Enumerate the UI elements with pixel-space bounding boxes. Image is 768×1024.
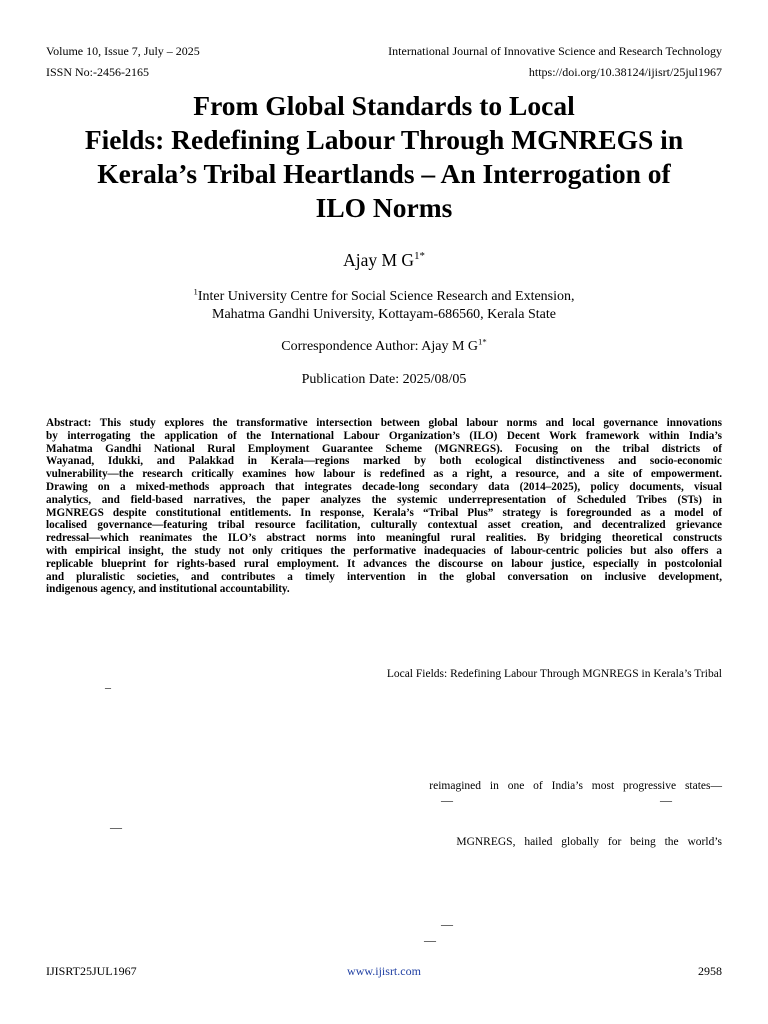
paper-title <box>40 89 728 225</box>
abstract <box>46 417 722 596</box>
title-line: From Global Standards to Local <box>193 90 575 121</box>
dash-mark: — <box>424 933 436 947</box>
page-number: 2958 <box>698 964 722 978</box>
abstract-line: Mahatma Gandhi National Rural Employment Guarantee Scheme (MGNREGS). Focusing on the tribal districts of <box>46 442 722 455</box>
abstract-line: localised governance—featuring tribal resource facilitation, culturally contextual asset creation, and decentralized grievance <box>46 519 722 532</box>
dash-mark: – <box>105 680 111 694</box>
author <box>0 250 768 271</box>
author-name: Ajay M G <box>343 250 415 270</box>
correspondence <box>0 336 768 355</box>
affiliation-line1: Inter University Centre for Social Science Research and Extension, <box>197 289 575 304</box>
abstract-line: Abstract: This study explores the transformative intersection between global labour norms and local governance innovations <box>46 417 722 429</box>
affiliation <box>0 288 768 324</box>
abstract-line: with empirical insight, the study not only critiques the performative inadequacies of labour-centric policies but also offers a <box>46 544 722 557</box>
footer-paper-id: IJISRT25JUL1967 <box>46 964 137 978</box>
footer-website-link[interactable]: www.ijisrt.com <box>347 964 421 978</box>
abstract-line: vulnerability—the research critically examines how labour is redefined as a right, a resource, and a site of empowerment. <box>46 468 722 481</box>
abstract-line: and pluralistic societies, and contributes a timely intervention in the global conversation on inclusive development, <box>46 570 722 583</box>
title-line: ILO Norms <box>315 192 453 223</box>
title-line: Kerala’s Tribal Heartlands – An Interrogation of <box>97 158 671 189</box>
correspondence-sup: 1* <box>478 336 487 347</box>
issn: ISSN No:-2456-2165 <box>46 65 150 79</box>
author-sup: 1* <box>414 250 425 263</box>
journal-name: International Journal of Innovative Science and Research Technology <box>388 44 722 58</box>
correspondence-label: Correspondence Author: Ajay M G <box>281 339 479 354</box>
dash-mark: — <box>110 820 122 834</box>
abstract-line: replicable blueprint for rights-based rural employment. It advances the discourse on labour justice, especially in postcolonial <box>46 557 722 570</box>
affiliation-sup: 1 <box>193 286 198 297</box>
doi-link[interactable]: https://doi.org/10.38124/ijisrt/25jul1967 <box>528 65 722 79</box>
body-fragment: MGNREGS, hailed globally for being the world’s <box>456 836 722 848</box>
abstract-line: indigenous agency, and institutional accountability. <box>46 583 290 596</box>
affiliation-line2: Mahatma Gandhi University, Kottayam-686560, Kerala State <box>212 307 556 322</box>
dash-mark: — <box>441 917 453 931</box>
body-fragment: reimagined in one of India’s most progressive states— <box>429 780 722 792</box>
abstract-line: redressal—which reanimates the ILO’s abstract norms into meaningful rural realities. By bridging theoretical constructs <box>46 532 722 545</box>
abstract-line: by interrogating the application of the International Labour Organization’s (ILO) Decent Work framework within India’s <box>46 429 722 442</box>
dash-mark: — <box>660 793 672 807</box>
abstract-line: analytics, and field-based narratives, the paper analyzes the systemic underrepresentation of Scheduled Tribes (STs) in <box>46 493 722 506</box>
publication-date: Publication Date: 2025/08/05 <box>301 372 467 387</box>
abstract-line: Wayanad, Idukki, and Palakkad in Kerala—regions marked by both ecological distinctiveness and socio-economic <box>46 455 722 468</box>
body-fragment: Local Fields: Redefining Labour Through MGNREGS in Kerala’s Tribal <box>386 668 722 680</box>
abstract-line: MGNREGS despite constitutional entitlements. In response, Kerala’s “Tribal Plus” strategy is foregrounded as a model of <box>46 506 722 519</box>
title-line: Fields: Redefining Labour Through MGNREGS in <box>84 124 684 155</box>
abstract-line: Drawing on a mixed-methods approach that integrates decade-long secondary data (2014–2025), policy documents, visual <box>46 480 722 493</box>
volume-info: Volume 10, Issue 7, July – 2025 <box>46 44 200 58</box>
dash-mark: — <box>441 793 453 807</box>
